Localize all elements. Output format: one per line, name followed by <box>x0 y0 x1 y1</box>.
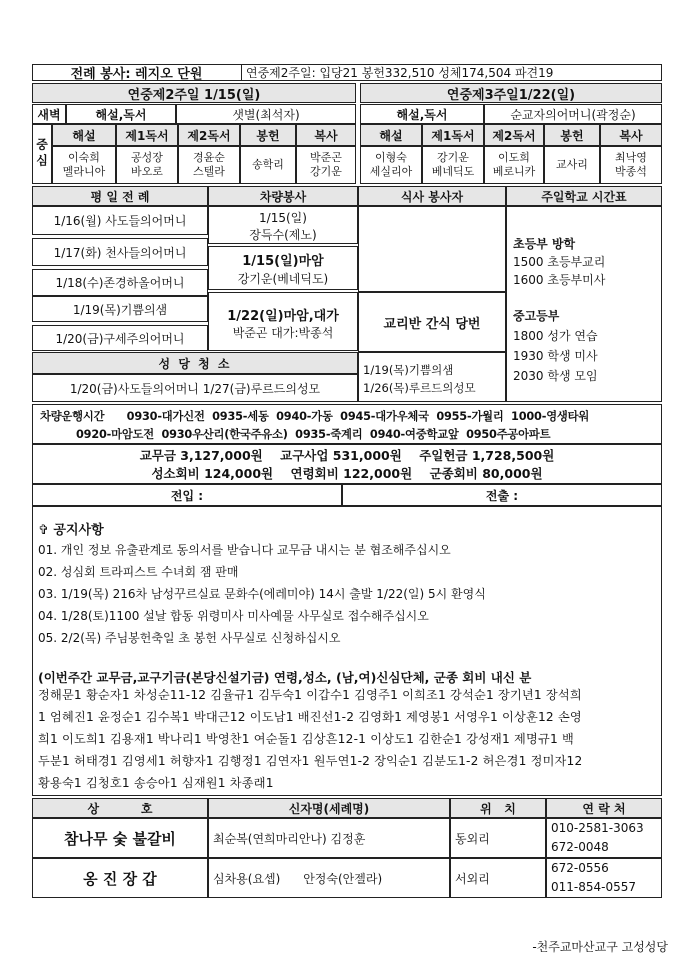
donor-line: 두분1 허태경1 김영세1 허향자1 김행정1 김연자1 원두연1-2 장익순1 김분도1-2 허은경1 정미자12 <box>38 754 583 768</box>
week3-cell-reading1: 강기운 베네딕도 <box>422 146 484 184</box>
vehicle-entry-2 <box>208 246 358 290</box>
week2-heading: 연중제2주일 1/15(일) <box>32 83 356 103</box>
ads-row-contact <box>546 818 662 858</box>
weekday-heading: 평 일 전 례 <box>32 186 208 206</box>
week2-col-haeseol: 해설 <box>52 124 116 146</box>
week2-col-reading2: 제2독서 <box>178 124 240 146</box>
ads-row-contact-2: 011-854-0557 <box>551 880 637 894</box>
ads-row-contact <box>546 858 662 898</box>
week3-cell-offering: 교사리 <box>544 146 600 184</box>
transfer-in: 전입 : <box>32 484 342 506</box>
vehicle-entry-3-name: 박준곤 대가:박종석 <box>232 325 334 340</box>
weekday-item: 1/17(화) 천사들의어머니 <box>32 238 208 266</box>
ads-row-name: 최순복(연희마리안나) 김정훈 <box>208 818 450 858</box>
ads-row-name: 심차용(요셉) 안정숙(안젤라) <box>208 858 450 898</box>
ads-col-loc: 위 치 <box>450 798 546 818</box>
meal-empty <box>358 206 506 292</box>
bus-line-2: 0920-마암도전 0930우산리(한국주유소) 0935-죽계리 0940-여중학교앞 0950주공아파트 <box>76 428 551 441</box>
week2-cell-server: 박준곤 강기운 <box>296 146 356 184</box>
meal-cleaning-box <box>358 352 506 402</box>
week3-cell-reading2: 이도희 베로니카 <box>484 146 544 184</box>
vehicle-entry-1-date: 1/15(일) <box>259 211 307 225</box>
week3-saebyeok-name: 순교자의어머니(곽정순) <box>484 104 662 124</box>
jungsim-label: 중심 <box>32 124 52 184</box>
week2-col-offering: 봉헌 <box>240 124 296 146</box>
finance-line-2: 성소회비 124,000원 연령회비 122,000원 군종회비 80,000원 <box>151 466 543 481</box>
elem-line-1: 1500 초등부교리 <box>513 255 606 269</box>
vehicle-entry-2-date: 1/15(일)마암 <box>242 254 324 269</box>
week2-cell-haeseol: 이숙희 멜라니아 <box>52 146 116 184</box>
sunday-school-box <box>506 206 662 402</box>
notice-item: 05. 2/2(목) 주님봉헌축일 초 봉헌 사무실로 신청하십시오 <box>38 631 341 645</box>
saebyeok-label: 새벽 <box>32 104 66 124</box>
vehicle-entry-3 <box>208 292 358 351</box>
week3-cell-server: 최낙영 박종석 <box>600 146 662 184</box>
donor-line: 황용숙1 김청호1 송승아1 심재원1 차종래1 <box>38 776 274 790</box>
week3-col-haeseol: 해설 <box>360 124 422 146</box>
notice-item: 01. 개인 정보 유출관계로 동의서를 받습니다 교무금 내시는 분 협조해주십시오 <box>38 543 451 557</box>
elem-line-2: 1600 초등부미사 <box>513 273 606 287</box>
cleaning-text: 1/20(금)사도들의어머니 1/27(금)루르드의성모 <box>32 374 358 402</box>
mid-line-1: 1800 성가 연습 <box>513 329 598 343</box>
vehicle-entry-3-date: 1/22(일)마암,대가 <box>227 308 339 324</box>
weekday-item: 1/19(목)기쁨의샘 <box>32 296 208 322</box>
bus-line-1: 차량운행시간 0930-대가신전 0935-세동 0940-가동 0945-대가우체국 0955-가월리 1000-영생타워 <box>40 410 590 423</box>
header-title: 전례 봉사: 레지오 단원 <box>32 64 242 81</box>
ads-row-contact-2: 672-0048 <box>551 840 609 854</box>
header-stats: 연중제2주일: 입당21 봉헌332,510 성체174,504 파견19 <box>246 66 554 80</box>
week3-col-offering: 봉헌 <box>544 124 600 146</box>
week2-saebyeok-role: 해설,독서 <box>66 104 176 124</box>
ads-row-contact-1: 010-2581-3063 <box>551 821 644 835</box>
week2-cell-reading1: 공성장 바오로 <box>116 146 178 184</box>
donor-line: 희1 이도희1 김용재1 박나리1 박영찬1 여순돌1 김상흔12-1 이상도1 김한순1 강성재1 제명규1 백 <box>38 732 574 746</box>
finance-line-1: 교무금 3,127,000원 교구사업 531,000원 주일헌금 1,728,500원 <box>139 448 555 463</box>
ads-row-shop: 옹 진 장 갑 <box>32 858 208 898</box>
week3-col-reading2: 제2독서 <box>484 124 544 146</box>
week2-col-server: 복사 <box>296 124 356 146</box>
ads-row-loc: 서외리 <box>450 858 546 898</box>
week3-heading: 연중제3주일1/22(일) <box>360 83 662 103</box>
vehicle-entry-1 <box>208 206 358 244</box>
vehicle-heading: 차량봉사 <box>208 186 358 206</box>
ads-row-loc: 동외리 <box>450 818 546 858</box>
cleaning-heading: 성 당 청 소 <box>32 352 358 374</box>
week3-cell-haeseol: 이형숙 세실리아 <box>360 146 422 184</box>
meal-text: 교리반 간식 당번 <box>358 292 506 352</box>
week2-col-reading1: 제1독서 <box>116 124 178 146</box>
donor-line: 정해문1 황순자1 차성순11-12 김율규1 김두숙1 이갑수1 김영주1 이희조1 강석순1 장기년1 장석희 <box>38 688 582 702</box>
ads-row-shop: 참나무 숯 불갈비 <box>32 818 208 858</box>
week2-cell-offering: 송학리 <box>240 146 296 184</box>
footer: -천주교마산교구 고성성당 <box>532 940 668 954</box>
notices-title: ✞ 공지사항 <box>38 523 104 538</box>
weekday-item: 1/18(수)존경하올어머니 <box>32 269 208 296</box>
ads-col-name: 신자명(세례명) <box>208 798 450 818</box>
week3-col-server: 복사 <box>600 124 662 146</box>
donors-title: (이번주간 교무금,교구기금(본당신설기금) 연령,성소, (남,여)신심단체, 군종 회비 내신 분 <box>38 670 532 685</box>
elem-title: 초등부 방학 <box>513 237 576 251</box>
transfer-out: 전출 : <box>342 484 662 506</box>
notice-item: 03. 1/19(목) 216차 남성꾸르실료 문화수(에레미야) 14시 출발 1/22(일) 5시 환영식 <box>38 587 486 601</box>
weekday-item: 1/20(금)구세주의어머니 <box>32 325 208 351</box>
week2-cell-reading2: 경윤순 스텔라 <box>178 146 240 184</box>
vehicle-entry-1-name: 장득수(제노) <box>249 228 317 242</box>
notice-item: 02. 성심회 트라피스트 수녀회 잼 판매 <box>38 565 239 579</box>
meal-cleaning-1: 1/19(목)기쁨의샘 <box>363 363 454 377</box>
mid-title: 중고등부 <box>513 309 560 323</box>
weekday-item: 1/16(월) 사도들의어머니 <box>32 206 208 235</box>
week3-saebyeok-role: 해설,독서 <box>360 104 484 124</box>
week2-saebyeok-name: 샛별(최석자) <box>176 104 356 124</box>
meal-heading: 식사 봉사자 <box>358 186 506 206</box>
donor-line: 1 엄혜진1 윤정순1 김수복1 박대근12 이도남1 배진선1-2 김영화1 제영봉1 서영우1 이상훈12 손영 <box>38 710 582 724</box>
mid-line-3: 2030 학생 모임 <box>513 369 598 383</box>
vehicle-entry-2-name: 강기운(베네딕도) <box>237 271 329 286</box>
ads-row-contact-1: 672-0556 <box>551 861 609 875</box>
ads-col-contact: 연 락 처 <box>546 798 662 818</box>
mid-line-2: 1930 학생 미사 <box>513 349 598 363</box>
sunday-school-heading: 주일학교 시간표 <box>506 186 662 206</box>
meal-cleaning-2: 1/26(목)루르드의성모 <box>363 381 476 395</box>
notice-item: 04. 1/28(토)1100 설날 합동 위령미사 미사예물 사무실로 접수해주십시오 <box>38 609 429 623</box>
ads-col-shop: 상 호 <box>32 798 208 818</box>
week3-col-reading1: 제1독서 <box>422 124 484 146</box>
